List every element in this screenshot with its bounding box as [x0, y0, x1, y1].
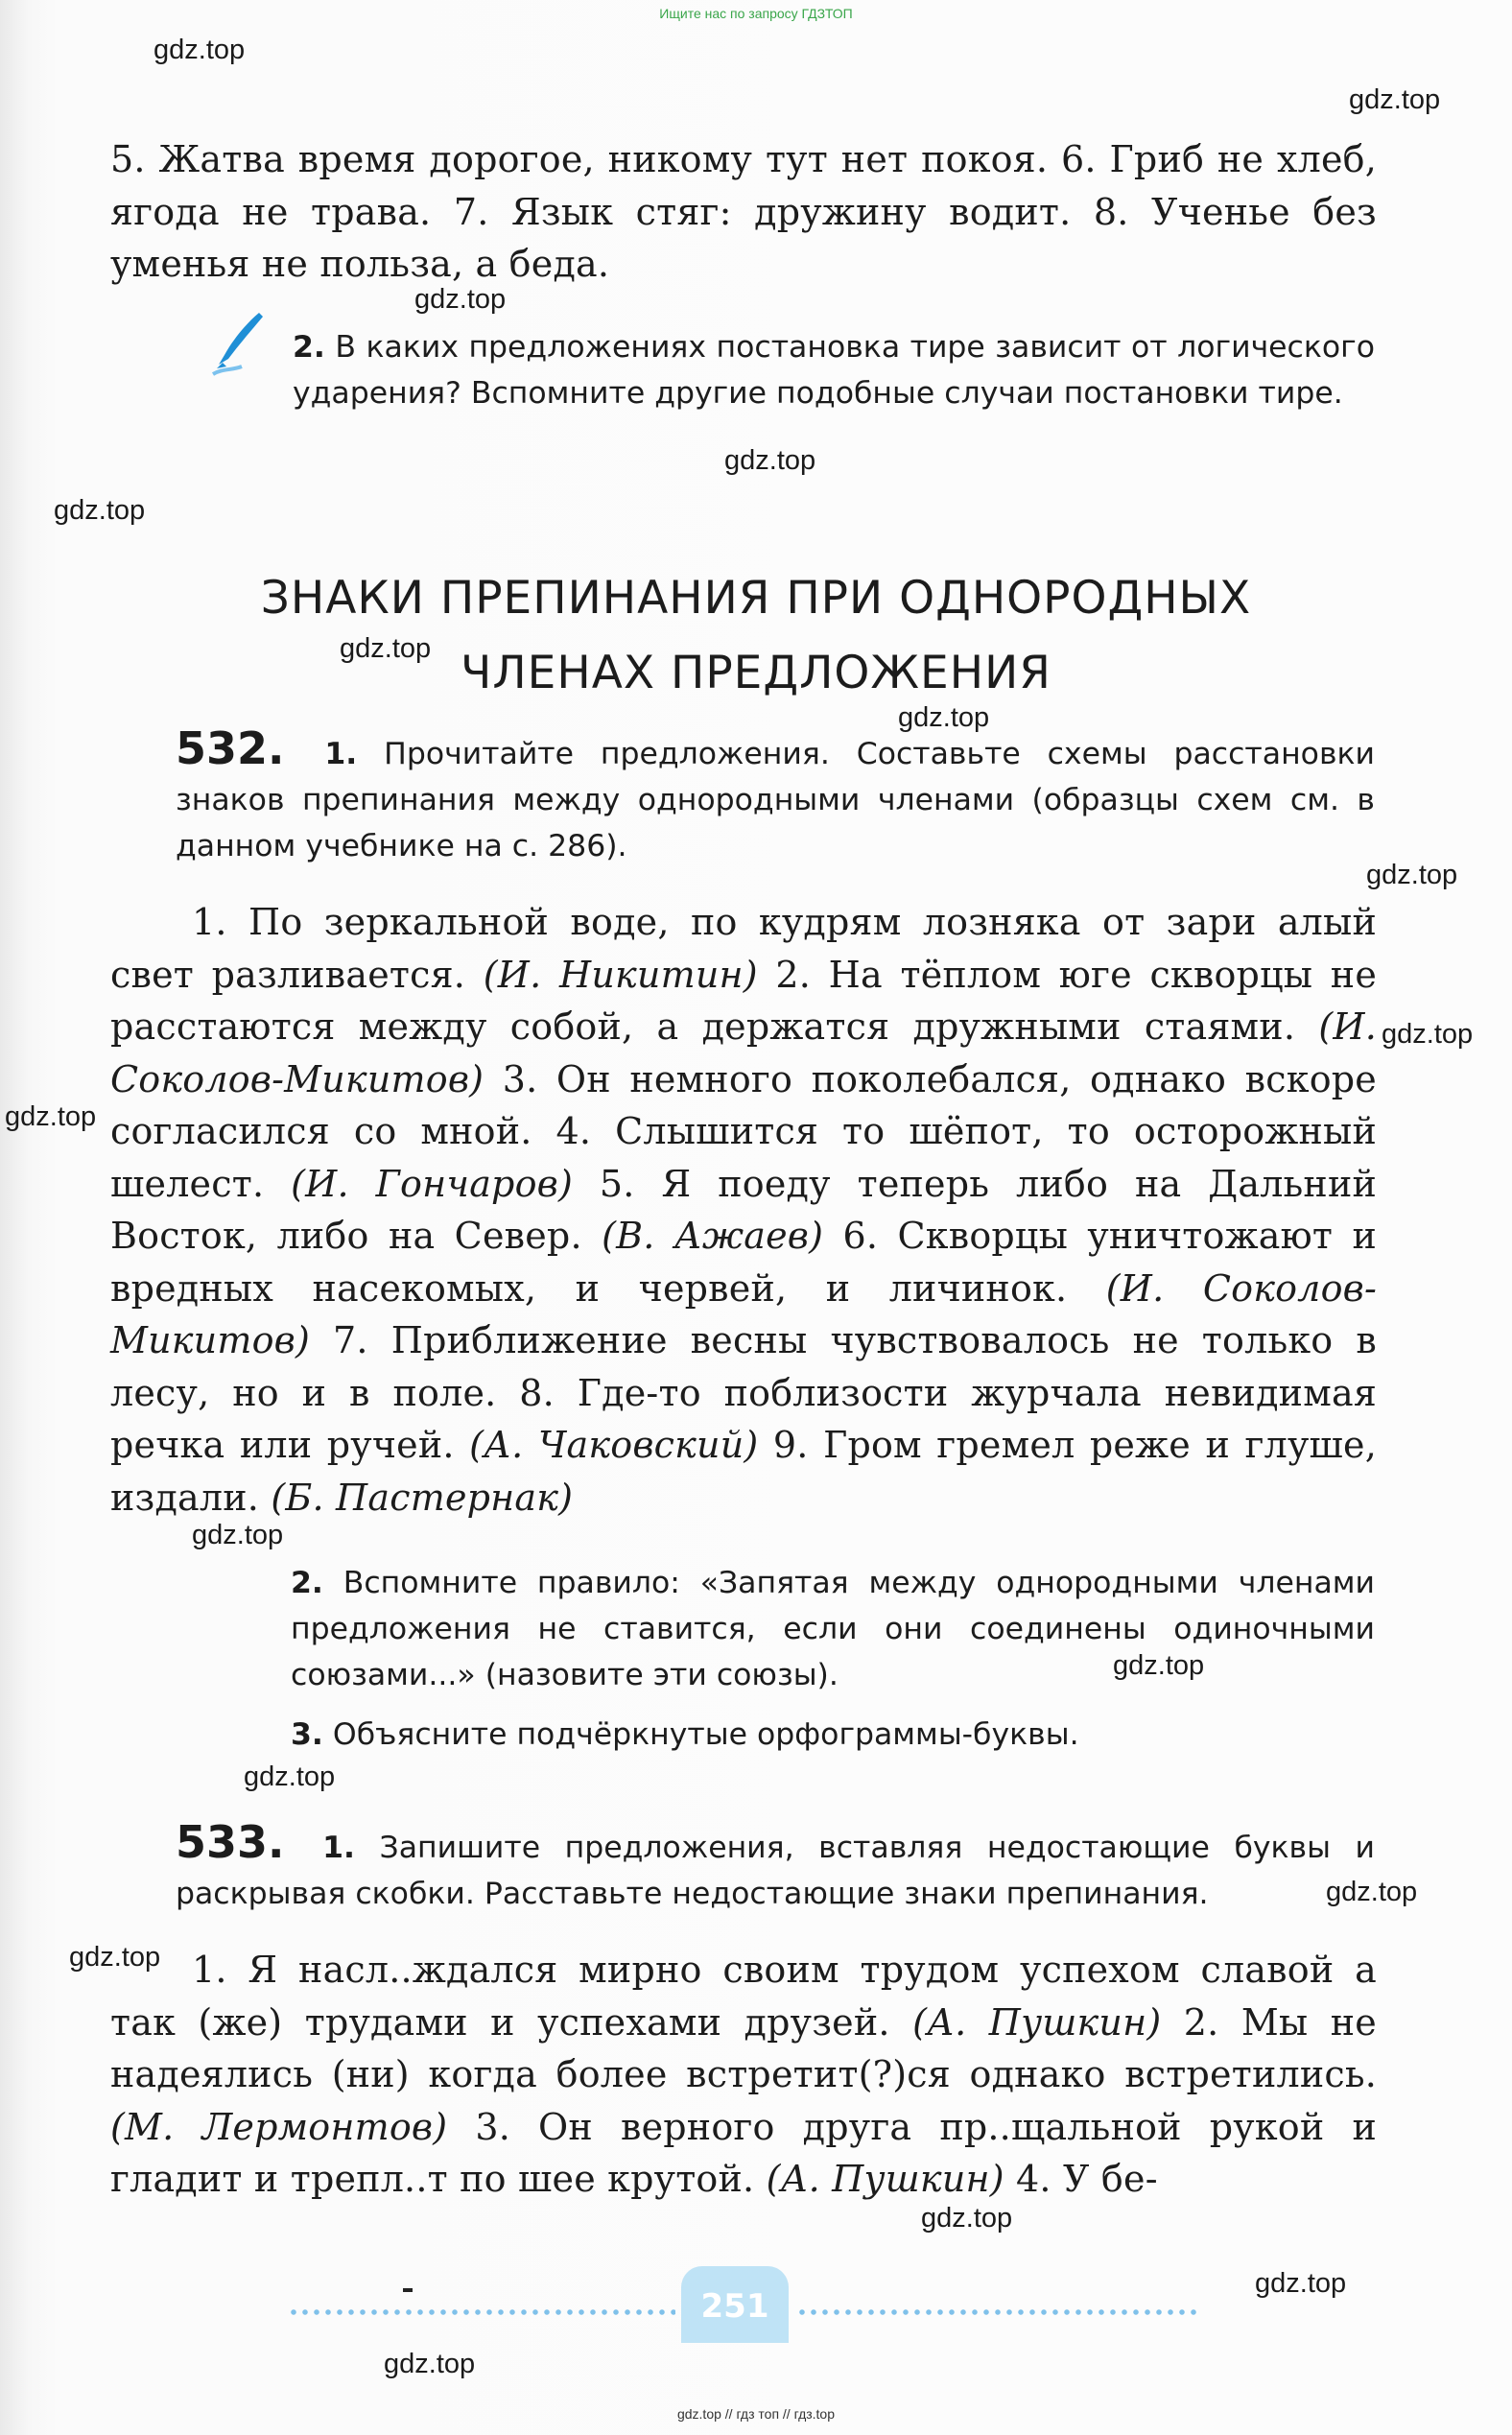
- watermark: gdz.top: [414, 284, 507, 315]
- author: (А. Пушкин): [912, 2000, 1162, 2044]
- watermark: gdz.top: [69, 1942, 161, 1973]
- task-number: 2.: [291, 1566, 323, 1600]
- watermark: gdz.top: [921, 2203, 1013, 2234]
- footer-dotted-line-right: [796, 2309, 1199, 2315]
- watermark: gdz.top: [1113, 1650, 1205, 1681]
- exercise-number: 532.: [176, 722, 285, 774]
- watermark: gdz.top: [1349, 84, 1441, 115]
- watermark: gdz.top: [898, 702, 990, 733]
- author: (Б. Пастернак): [271, 1476, 574, 1519]
- task-number: 1.: [324, 737, 358, 771]
- task-text: Запишите предложения, вставляя недостающие буквы и раскрывая скобки. Расставьте недостающие знаки препинания.: [176, 1831, 1376, 1911]
- sentence: 7. Приближение весны чувствовалось не только в лесу, но и в поле. 8. Где-то поблизости журчала невидимая речка или ручей.: [110, 1319, 1377, 1466]
- task-text: Вспомните правило: «Запятая между однородными членами предложения не ставится, если они соединены одиночными союзами...» (назовите эти союзы).: [291, 1566, 1375, 1692]
- bottom-watermark-note: gdz.top // гдз топ // гдз.top: [676, 2406, 836, 2422]
- top-search-note: Ищите нас по запросу ГДЗТОП: [659, 6, 853, 21]
- sentence: 2. Мы не надеялись (ни) когда более встретит(?)ся однако встретились.: [110, 2000, 1377, 2095]
- intro-paragraph: 5. Жатва время дорогое, никому тут нет покоя. 6. Гриб не хлеб, ягода не трава. 7. Язык стяг: дружину водит. 8. Ученье без уменья не польза, а беда.: [110, 138, 1377, 285]
- author: (И. Никитин): [483, 953, 758, 996]
- sentence: 1. По зеркальной воде, по кудрям лозняка от зари алый свет разливается.: [110, 901, 1377, 996]
- author: (И. Гончаров): [291, 1162, 573, 1205]
- watermark: gdz.top: [384, 2349, 476, 2379]
- watermark: gdz.top: [1255, 2268, 1347, 2299]
- task-number: 1.: [322, 1831, 355, 1865]
- page-mark: [403, 2288, 413, 2292]
- watermark: gdz.top: [1366, 860, 1458, 890]
- task-number: 2.: [293, 330, 325, 365]
- ex532-task-2: [291, 1560, 1375, 1698]
- prev-task-2: [293, 324, 1375, 416]
- watermark: gdz.top: [154, 35, 246, 65]
- watermark: gdz.top: [54, 495, 146, 526]
- ex533-task: [176, 1816, 1376, 1917]
- page-number: 251: [681, 2266, 789, 2343]
- watermark: gdz.top: [340, 633, 432, 664]
- sentence: 3. Он немного поколебался, однако вскоре согласился со мной. 4. Слышится то шёпот, то осторожный шелест.: [110, 1057, 1377, 1205]
- watermark: gdz.top: [724, 445, 816, 476]
- sentence: 5. Я поеду теперь либо на Дальний Восток, либо на Север.: [110, 1162, 1378, 1257]
- author: (А. Пушкин): [766, 2158, 1004, 2200]
- watermark: gdz.top: [1382, 1019, 1474, 1050]
- watermark: gdz.top: [192, 1520, 284, 1550]
- ex533-text: [110, 1944, 1377, 2206]
- watermark: gdz.top: [1326, 1877, 1418, 1907]
- exercise-number: 533.: [176, 1816, 285, 1868]
- section-heading-line1: ЗНАКИ ПРЕПИНАНИЯ ПРИ ОДНОРОДНЫХ: [260, 572, 1252, 625]
- sentence: 2. На тёплом юге скворцы не расстаются между собой, а держатся дружными стаями.: [110, 953, 1378, 1048]
- task-text: Прочитайте предложения. Составьте схемы расстановки знаков препинания между однородными членами (образцы схем см. в данном учебнике на с. 286).: [176, 737, 1376, 863]
- footer-dotted-line-left: [288, 2309, 675, 2315]
- sentence: 6. Скворцы уничтожают и вредных насекомых, и червей, и личинок.: [110, 1215, 1378, 1310]
- pen-icon: [209, 309, 267, 376]
- ex532-task: [176, 722, 1376, 869]
- ex532-task-3: [291, 1712, 1375, 1758]
- author: (В. Ажаев): [602, 1215, 824, 1257]
- author: (И. Соколов-Микитов): [110, 1005, 1377, 1100]
- section-heading-line2: ЧЛЕНАХ ПРЕДЛОЖЕНИЯ: [461, 647, 1051, 699]
- task-text: В каких предложениях постановка тире зависит от логического ударения? Вспомните другие подобные случаи постановки тире.: [293, 330, 1375, 411]
- ex532-text: [110, 896, 1377, 1524]
- sentence: 3. Он верного друга пр..щальной рукой и гладит и трепл..т по шее крутой.: [110, 2105, 1377, 2200]
- sentence: 1. Я насл..ждался мирно своим трудом успехом славой а так (же) трудами и успехами друзей.: [110, 1949, 1377, 2044]
- sentence: 9. Гром гремел реже и глуше, издали.: [110, 1424, 1378, 1519]
- task-number: 3.: [291, 1717, 323, 1752]
- author: (М. Лермонтов): [110, 2105, 448, 2148]
- sentence: 4. У бе-: [1016, 2158, 1158, 2200]
- watermark: gdz.top: [244, 1761, 336, 1792]
- author: (И. Соколов-Микитов): [110, 1266, 1377, 1361]
- author: (А. Чаковский): [469, 1424, 759, 1466]
- task-text: Объясните подчёркнутые орфограммы-буквы.: [332, 1717, 1079, 1752]
- watermark: gdz.top: [5, 1101, 97, 1132]
